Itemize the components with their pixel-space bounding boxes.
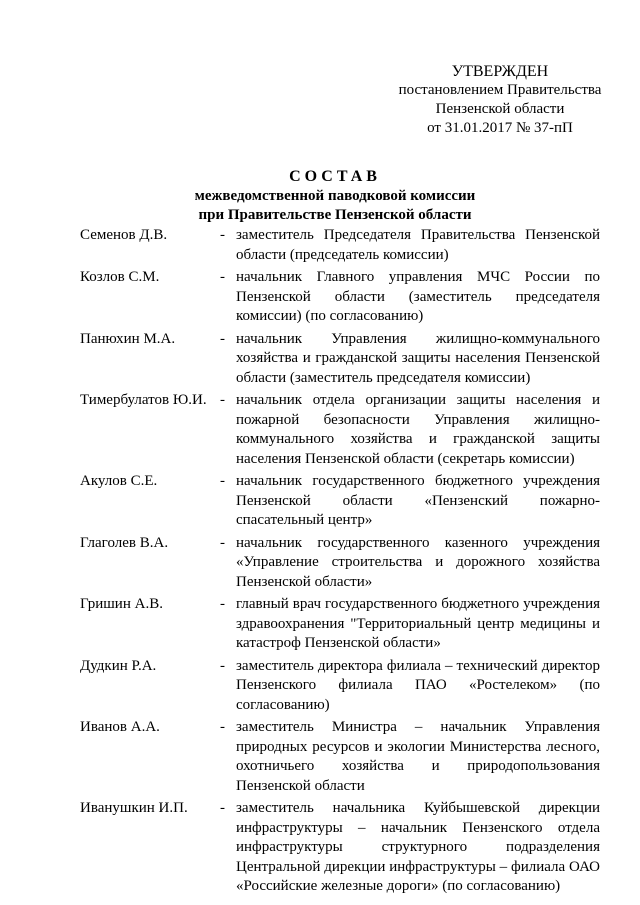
member-name: Панюхин М.А. (80, 330, 176, 347)
member-dash: - (220, 657, 225, 674)
member-dash: - (220, 800, 225, 816)
approval-line-resolution: постановлением Правительства (398, 82, 602, 98)
member-name: Гришин А.В. (80, 596, 163, 612)
member-row (80, 330, 600, 389)
approval-line-region: Пензенской области (435, 101, 565, 117)
member-row (80, 718, 600, 796)
document-title (120, 167, 550, 225)
approval-heading: УТВЕРЖДЕН (451, 63, 549, 80)
member-role: начальник государственного казенного учреждения «Управление строительства и дорожного хозяйства Пензенской области» (236, 534, 600, 590)
member-role: начальник Главного управления МЧС России по Пензенской области (заместитель председателя комиссии) (по согласованию) (236, 269, 600, 324)
member-name: Иванов А.А. (80, 719, 160, 735)
member-dash: - (220, 330, 225, 347)
member-dash: - (220, 534, 225, 551)
member-name: Акулов С.Е. (80, 473, 158, 489)
member-role: начальник отдела организации защиты населения и пожарной безопасности Управления жилищно-коммунального хозяйства и гражданской защиты населения Пензенской области (секретарь комиссии) (236, 392, 600, 467)
member-row (80, 534, 600, 593)
member-row (80, 268, 600, 327)
member-name: Дудкин Р.А. (80, 657, 157, 674)
title-main: СОСТАВ (289, 168, 381, 185)
member-row (80, 595, 600, 654)
member-name: Семенов Д.В. (80, 227, 168, 243)
member-dash: - (220, 596, 225, 612)
member-dash: - (220, 227, 225, 243)
title-line-commission: межведомственной паводковой комиссии (194, 188, 476, 204)
member-role: заместитель начальника Куйбышевской дирекции инфраструктуры – начальник Пензенского отдела инфраструктуры структурного подразделения Центральной дирекции инфраструктуры – филиала ОАО «Российские железные дороги» (по согласованию) (236, 800, 600, 894)
member-row (80, 226, 600, 265)
member-name: Глаголев В.А. (80, 534, 169, 551)
member-role: заместитель Председателя Правительства Пензенской области (председатель комиссии) (236, 227, 600, 263)
members-list (80, 226, 600, 900)
member-role: начальник государственного бюджетного учреждения Пензенской области «Пензенский пожарно-спасательный центр» (236, 473, 600, 528)
member-role: начальник Управления жилищно-коммунального хозяйства и гражданской защиты населения Пензенской области (заместитель председателя комиссии) (236, 330, 600, 386)
member-row (80, 657, 600, 716)
title-line-government: при Правительстве Пензенской области (198, 207, 472, 223)
member-row (80, 391, 600, 469)
member-role: главный врач государственного бюджетного учреждения здравоохранения "Территориальный центр медицины и катастроф Пензенской области» (236, 596, 600, 651)
member-name: Иванушкин И.П. (80, 800, 188, 816)
member-dash: - (220, 719, 225, 735)
member-name: Тимербулатов Ю.И. (80, 392, 207, 408)
member-dash: - (220, 269, 225, 285)
member-dash: - (220, 473, 225, 489)
member-dash: - (220, 392, 225, 408)
member-row (80, 472, 600, 531)
member-role: заместитель Министра – начальник Управления природных ресурсов и экологии Министерства лесного, охотничьего хозяйства и природопользования Пензенской области (236, 719, 600, 794)
approval-line-date: от 31.01.2017 № 37-пП (427, 120, 573, 136)
approval-stamp (380, 62, 620, 138)
member-row (80, 799, 600, 897)
member-name: Козлов С.М. (80, 269, 160, 285)
member-role: заместитель директора филиала – технический директор Пензенского филиала ПАО «Ростелеком» (по согласованию) (236, 657, 600, 713)
